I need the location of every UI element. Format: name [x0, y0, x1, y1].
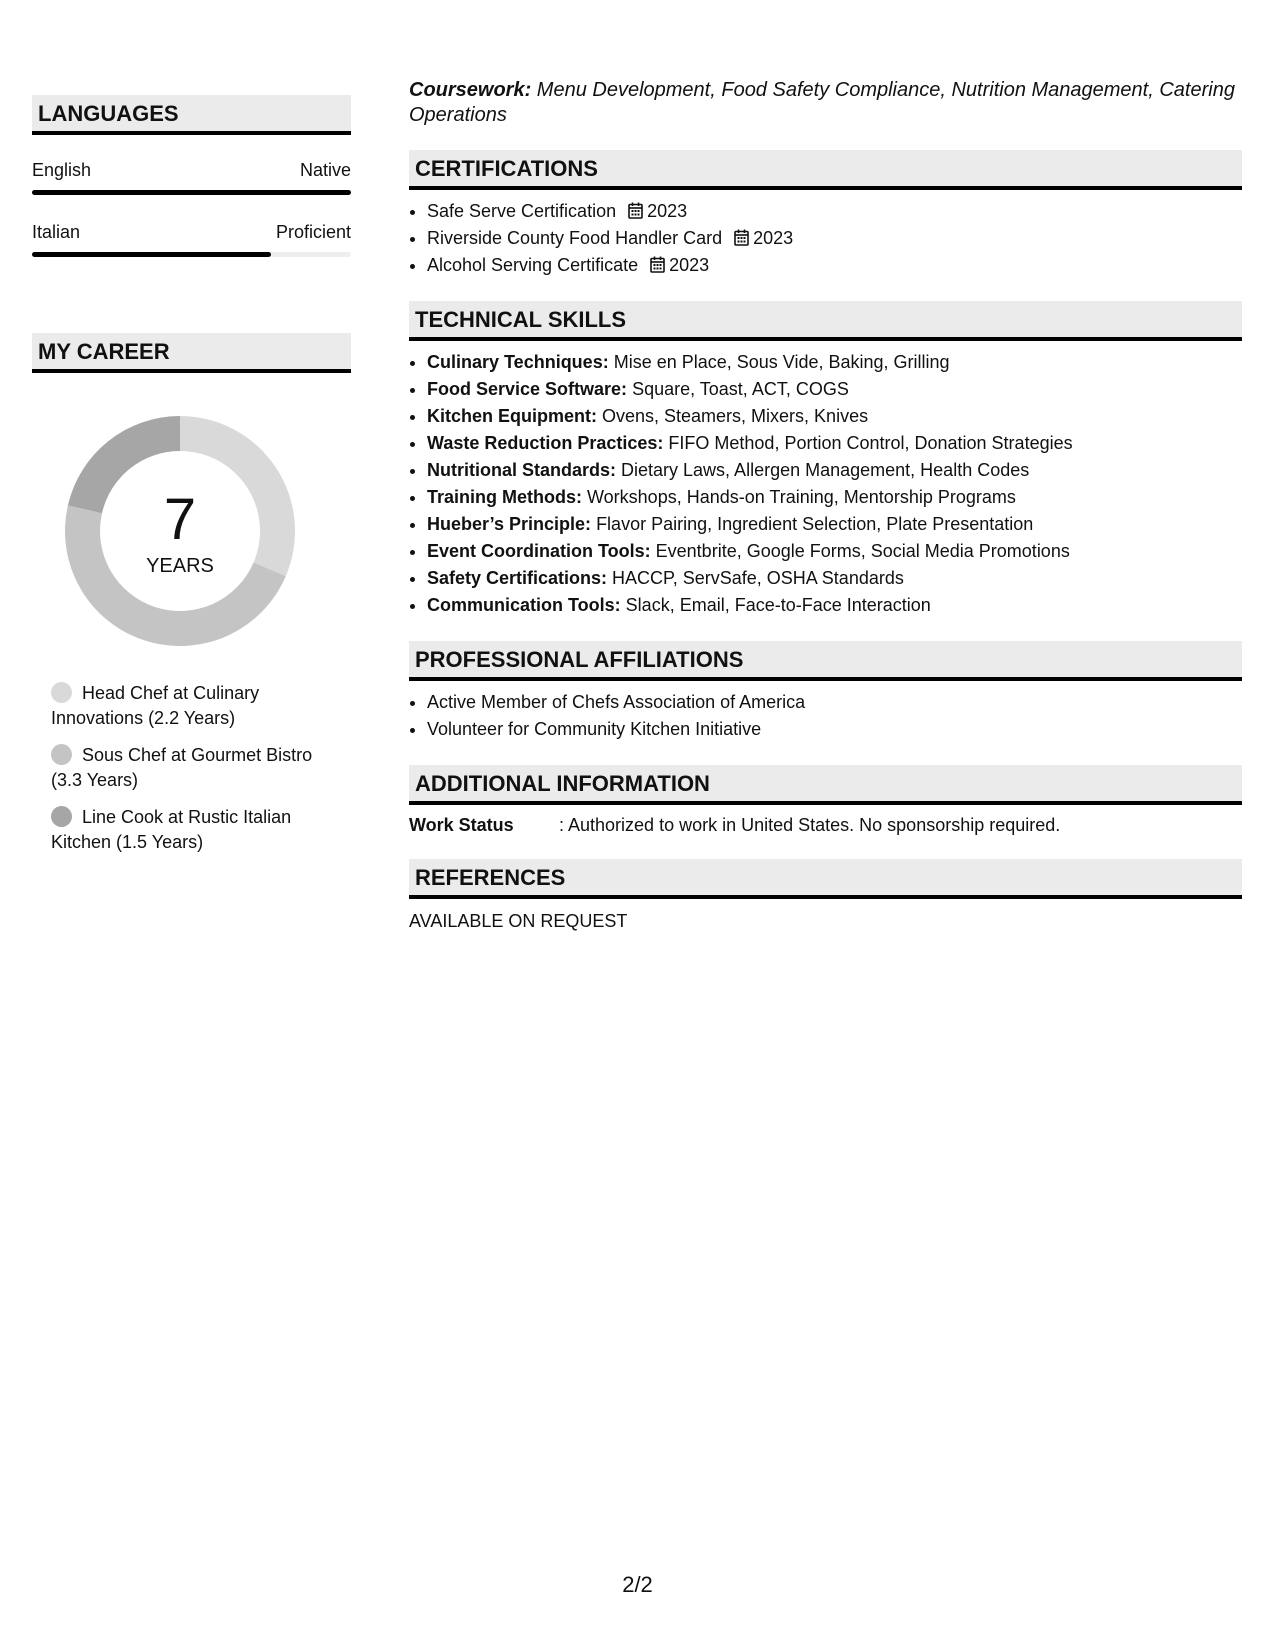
skill-item — [427, 511, 1242, 538]
skill-value: Square, Toast, ACT, COGS — [627, 379, 849, 399]
career-total-number: 7 — [163, 487, 197, 552]
career-heading: MY CAREER — [32, 333, 351, 373]
career-legend — [32, 681, 332, 855]
career-legend-item — [51, 743, 332, 793]
coursework-label: Coursework: — [409, 79, 532, 101]
technical-skills-heading: TECHNICAL SKILLS — [409, 301, 1242, 341]
skill-item — [427, 538, 1242, 565]
language-name: English — [32, 160, 92, 180]
skill-label: Event Coordination Tools: — [427, 541, 651, 561]
calendar-icon — [650, 256, 665, 273]
certifications-list — [409, 198, 1242, 279]
language-proficiency-fill — [32, 190, 351, 195]
affiliation-item: • Volunteer for Community Kitchen Initiative — [427, 716, 1242, 743]
skill-value: Flavor Pairing, Ingredient Selection, Plate Presentation — [591, 514, 1034, 534]
career-legend-item — [51, 805, 332, 855]
coursework-text: Menu Development, Food Safety Compliance, Nutrition Management, Catering Operations — [409, 79, 1235, 126]
skill-item — [427, 403, 1242, 430]
career-legend-label: Sous Chef at Gourmet Bistro (3.3 Years) — [51, 745, 313, 790]
skill-value: FIFO Method, Portion Control, Donation Strategies — [663, 433, 1073, 453]
references-heading: REFERENCES — [409, 859, 1242, 899]
skill-value: Mise en Place, Sous Vide, Baking, Grilling — [608, 352, 950, 372]
certification-item — [427, 252, 1242, 279]
skill-label: Communication Tools: — [427, 595, 621, 615]
certification-name: Alcohol Serving Certificate — [427, 255, 639, 275]
sidebar — [32, 95, 351, 867]
legend-dot-icon — [51, 806, 72, 827]
additional-info-section — [409, 765, 1242, 837]
skill-item — [427, 349, 1242, 376]
references-section — [409, 859, 1242, 933]
technical-skills-section — [409, 301, 1242, 619]
skill-label: Waste Reduction Practices: — [427, 433, 664, 453]
language-level: Proficient — [275, 222, 351, 242]
page-number: 2/2 — [622, 1572, 653, 1597]
skill-value: Eventbrite, Google Forms, Social Media Promotions — [650, 541, 1070, 561]
work-status-row — [409, 813, 1242, 837]
skill-item — [427, 484, 1242, 511]
skill-item — [427, 565, 1242, 592]
skill-item — [427, 592, 1242, 619]
skill-label: Safety Certifications: — [427, 568, 608, 588]
certification-item — [427, 198, 1242, 225]
work-status-label: Work Status — [409, 815, 514, 835]
career-legend-item — [51, 681, 332, 731]
skill-value: Ovens, Steamers, Mixers, Knives — [597, 406, 869, 426]
legend-dot-icon — [51, 682, 72, 703]
career-legend-label: Head Chef at Culinary Innovations (2.2 Years) — [51, 683, 260, 728]
references-text: AVAILABLE ON REQUEST — [409, 911, 628, 931]
language-proficiency-bar — [32, 190, 351, 195]
skill-label: Training Methods: — [427, 487, 582, 507]
affiliations-section — [409, 641, 1242, 743]
technical-skills-list — [409, 349, 1242, 619]
main-content — [409, 78, 1242, 933]
certification-item — [427, 225, 1242, 252]
career-donut-chart — [65, 416, 295, 646]
certification-year: 2023 — [669, 255, 710, 275]
language-proficiency-fill — [32, 252, 271, 257]
language-level: Native — [299, 160, 351, 180]
certifications-heading: CERTIFICATIONS — [409, 150, 1242, 190]
calendar-icon — [734, 229, 749, 246]
career-legend-label: Line Cook at Rustic Italian Kitchen (1.5 Years) — [51, 807, 292, 852]
skill-label: Hueber’s Principle: — [427, 514, 592, 534]
language-name: Italian — [32, 222, 81, 242]
work-status-value: : Authorized to work in United States. No sponsorship required. — [559, 815, 1061, 835]
languages-heading: LANGUAGES — [32, 95, 351, 135]
calendar-icon — [628, 202, 643, 219]
certification-year: 2023 — [753, 228, 794, 248]
additional-info-heading: ADDITIONAL INFORMATION — [409, 765, 1242, 805]
skill-label: Culinary Techniques: — [427, 352, 609, 372]
skill-value: Dietary Laws, Allergen Management, Health Codes — [616, 460, 1030, 480]
certifications-section — [409, 150, 1242, 279]
skill-item — [427, 457, 1242, 484]
legend-dot-icon — [51, 744, 72, 765]
skill-item — [427, 376, 1242, 403]
language-item — [32, 159, 351, 195]
affiliations-list — [409, 689, 1242, 743]
skill-label: Nutritional Standards: — [427, 460, 617, 480]
coursework — [409, 78, 1242, 128]
skill-item — [427, 430, 1242, 457]
certification-name: Riverside County Food Handler Card — [427, 228, 723, 248]
language-proficiency-bar — [32, 252, 351, 257]
language-item — [32, 221, 351, 257]
skill-value: HACCP, ServSafe, OSHA Standards — [607, 568, 904, 588]
skill-value: Workshops, Hands-on Training, Mentorship Programs — [582, 487, 1016, 507]
affiliation-item: • Active Member of Chefs Association of America — [427, 689, 1242, 716]
affiliations-heading: PROFESSIONAL AFFILIATIONS — [409, 641, 1242, 681]
certification-year: 2023 — [647, 201, 688, 221]
skill-value: Slack, Email, Face-to-Face Interaction — [620, 595, 931, 615]
skill-label: Food Service Software: — [427, 379, 628, 399]
skill-label: Kitchen Equipment: — [427, 406, 597, 426]
career-total-unit: YEARS — [146, 555, 214, 577]
certification-name: Safe Serve Certification — [427, 201, 617, 221]
